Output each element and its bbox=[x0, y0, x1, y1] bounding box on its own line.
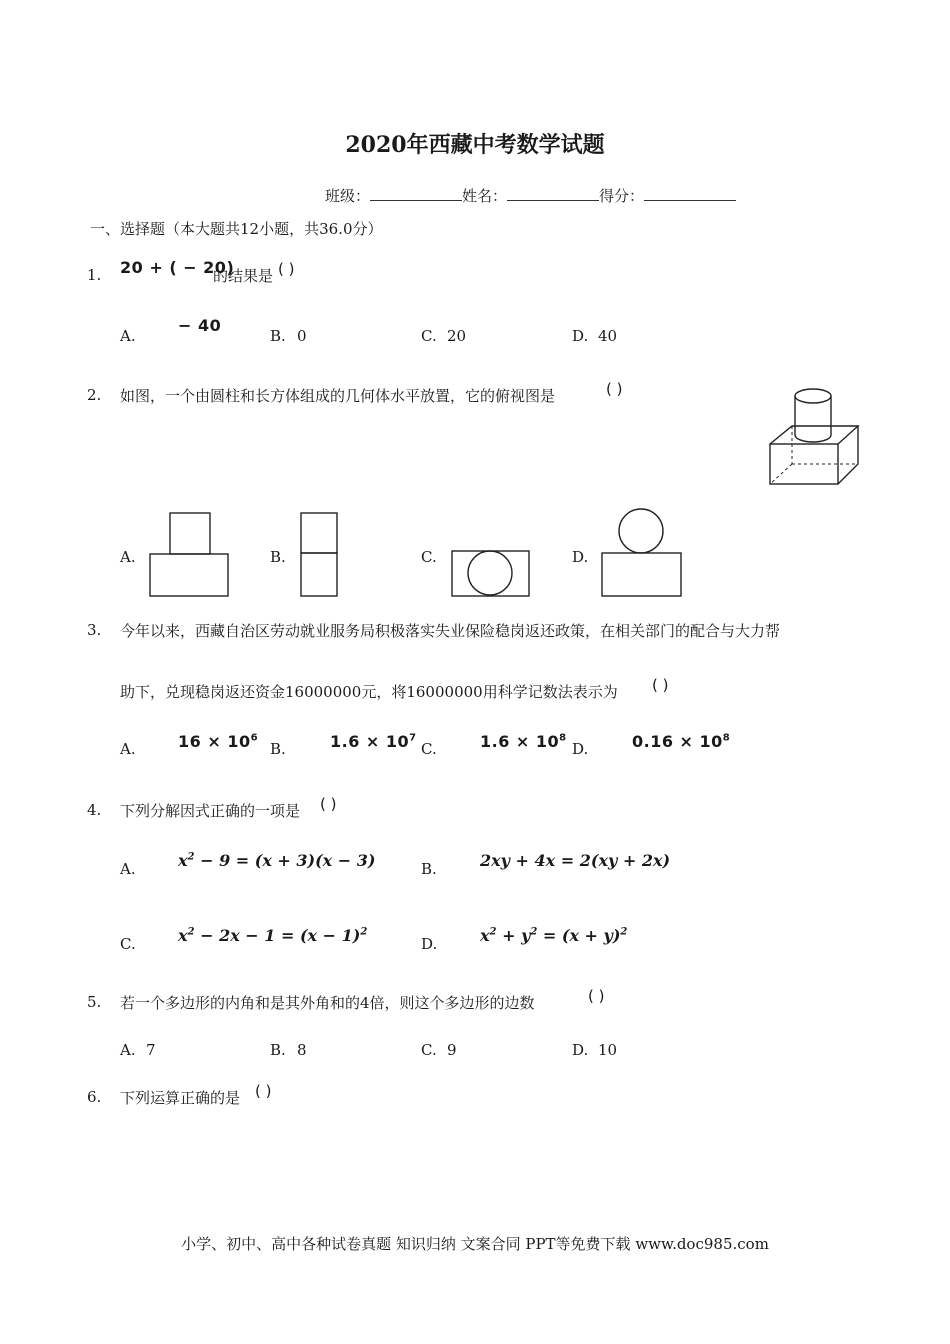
q4-option-c-exp: 2 bbox=[187, 926, 195, 938]
page-title: 2020年西藏中考数学试题 bbox=[345, 132, 605, 158]
q5-number: 5. bbox=[87, 993, 102, 1011]
q4-option-d-exp-x: 2 bbox=[489, 926, 497, 938]
class-blank[interactable] bbox=[370, 186, 462, 201]
q1-option-c-value: 20 bbox=[447, 327, 467, 345]
q3-option-d-letter[interactable]: D. bbox=[572, 740, 589, 758]
q3-option-b-value bbox=[330, 732, 417, 751]
q2-option-b-letter[interactable]: B. bbox=[270, 548, 286, 566]
q1-option-b-letter[interactable]: B. bbox=[270, 327, 286, 345]
q2-option-d-letter[interactable]: D. bbox=[572, 548, 589, 566]
q3-option-c-value bbox=[480, 732, 567, 751]
q3-option-a-value bbox=[178, 732, 258, 751]
q2-option-c-letter[interactable]: C. bbox=[421, 548, 437, 566]
q3-stem-line1: 今年以来，西藏自治区劳动就业服务局积极落实失业保险稳岗返还政策，在相关部门的配合与大力帮 bbox=[120, 622, 781, 640]
q4-option-c-rest: − 2x − 1 = (x − 1) bbox=[194, 926, 361, 945]
q5-option-d-value: 10 bbox=[598, 1041, 618, 1059]
q4-answer-paren[interactable]: ( ) bbox=[320, 795, 337, 813]
q4-option-d-rest: = (x + y) bbox=[537, 926, 621, 945]
q3-option-b-base: 1.6 × 10 bbox=[330, 732, 410, 751]
q1-number: 1. bbox=[87, 266, 102, 284]
q4-option-d-var-x: x bbox=[480, 926, 490, 945]
q3-option-d-base: 0.16 × 10 bbox=[632, 732, 723, 751]
q3-option-d-exp: 8 bbox=[722, 732, 731, 744]
q5-option-b-value: 8 bbox=[297, 1041, 307, 1059]
q5-stem: 若一个多边形的内角和是其外角和的4倍，则这个多边形的边数 bbox=[120, 994, 535, 1012]
q3-option-c-base: 1.6 × 10 bbox=[480, 732, 560, 751]
q3-answer-paren[interactable]: ( ) bbox=[652, 676, 669, 694]
q4-option-d-letter[interactable]: D. bbox=[421, 935, 438, 953]
q3-option-a-letter[interactable]: A. bbox=[120, 740, 136, 758]
q4-option-d-value bbox=[480, 926, 627, 945]
q5-option-d-letter[interactable]: D. bbox=[572, 1041, 589, 1059]
q2-option-a-letter[interactable]: A. bbox=[120, 548, 136, 566]
q5-option-c-value: 9 bbox=[447, 1041, 457, 1059]
class-label: 班级： bbox=[325, 187, 371, 205]
q3-option-b-letter[interactable]: B. bbox=[270, 740, 286, 758]
q3-option-a-exp: 6 bbox=[250, 732, 259, 744]
q3-option-d-value bbox=[632, 732, 730, 751]
q2-answer-paren[interactable]: ( ) bbox=[606, 380, 623, 398]
q4-option-d-tail-exp: 2 bbox=[620, 926, 628, 938]
q2-option-d-figure bbox=[600, 506, 686, 600]
q3-option-c-letter[interactable]: C. bbox=[421, 740, 437, 758]
q1-option-d-value: 40 bbox=[598, 327, 618, 345]
q1-expression: 20 + ( − 20) bbox=[120, 258, 235, 277]
q2-stem: 如图，一个由圆柱和长方体组成的几何体水平放置，它的俯视图是 bbox=[120, 387, 556, 405]
q6-number: 6. bbox=[87, 1088, 102, 1106]
student-info-line bbox=[325, 185, 736, 206]
q4-option-c-value bbox=[178, 926, 367, 945]
q3-stem-line2: 助下，兑现稳岗返还资金16000000元，将16000000用科学记数法表示为 bbox=[120, 683, 618, 701]
q4-option-b-value: 2xy + 4x = 2(xy + 2x) bbox=[480, 851, 671, 870]
q5-option-c-letter[interactable]: C. bbox=[421, 1041, 437, 1059]
q4-option-a-rest: − 9 = (x + 3)(x − 3) bbox=[194, 851, 376, 870]
q4-option-c-letter[interactable]: C. bbox=[120, 935, 136, 953]
q4-option-c-var: x bbox=[178, 926, 188, 945]
q4-stem: 下列分解因式正确的一项是 bbox=[120, 802, 301, 820]
score-blank[interactable] bbox=[644, 186, 736, 201]
q2-number: 2. bbox=[87, 386, 102, 404]
name-blank[interactable] bbox=[507, 186, 599, 201]
q4-option-c-tail-exp: 2 bbox=[360, 926, 368, 938]
q2-solid-figure bbox=[765, 385, 865, 490]
q5-option-a-value: 7 bbox=[146, 1041, 156, 1059]
q1-option-d-letter[interactable]: D. bbox=[572, 327, 589, 345]
q1-option-c-letter[interactable]: C. bbox=[421, 327, 437, 345]
score-label: 得分： bbox=[599, 187, 645, 205]
q2-option-b-figure bbox=[298, 510, 342, 600]
q4-option-a-letter[interactable]: A. bbox=[120, 860, 136, 878]
q4-option-d-exp-y: 2 bbox=[530, 926, 538, 938]
q3-number: 3. bbox=[87, 621, 102, 639]
q2-option-c-figure bbox=[449, 548, 533, 600]
q3-option-c-exp: 8 bbox=[559, 732, 567, 744]
q3-option-a-base: 16 × 10 bbox=[178, 732, 251, 751]
name-label: 姓名： bbox=[462, 187, 508, 205]
section-heading: 一、选择题（本大题共12小题，共36.0分） bbox=[90, 220, 383, 238]
q1-option-b-value: 0 bbox=[297, 327, 307, 345]
q1-option-a-value: − 40 bbox=[178, 316, 222, 335]
q5-option-b-letter[interactable]: B. bbox=[270, 1041, 286, 1059]
q6-stem: 下列运算正确的是 bbox=[120, 1089, 241, 1107]
q2-option-a-figure bbox=[148, 510, 232, 600]
q4-option-a-value bbox=[178, 851, 375, 870]
q4-option-a-var: x bbox=[178, 851, 188, 870]
q1-stem: 的结果是 bbox=[213, 267, 274, 285]
q1-answer-paren[interactable]: ( ) bbox=[278, 260, 295, 278]
q5-answer-paren[interactable]: ( ) bbox=[588, 987, 605, 1005]
q4-option-a-exp: 2 bbox=[187, 851, 195, 863]
q4-number: 4. bbox=[87, 801, 102, 819]
q1-option-a-letter[interactable]: A. bbox=[120, 327, 136, 345]
page-footer: 小学、初中、高中各种试卷真题 知识归纳 文案合同 PPT等免费下载 www.doc985.com bbox=[181, 1235, 769, 1253]
q6-answer-paren[interactable]: ( ) bbox=[255, 1082, 272, 1100]
q4-option-b-letter[interactable]: B. bbox=[421, 860, 437, 878]
q5-option-a-letter[interactable]: A. bbox=[120, 1041, 136, 1059]
q3-option-b-exp: 7 bbox=[409, 732, 417, 744]
q4-option-d-mid: + y bbox=[496, 926, 531, 945]
